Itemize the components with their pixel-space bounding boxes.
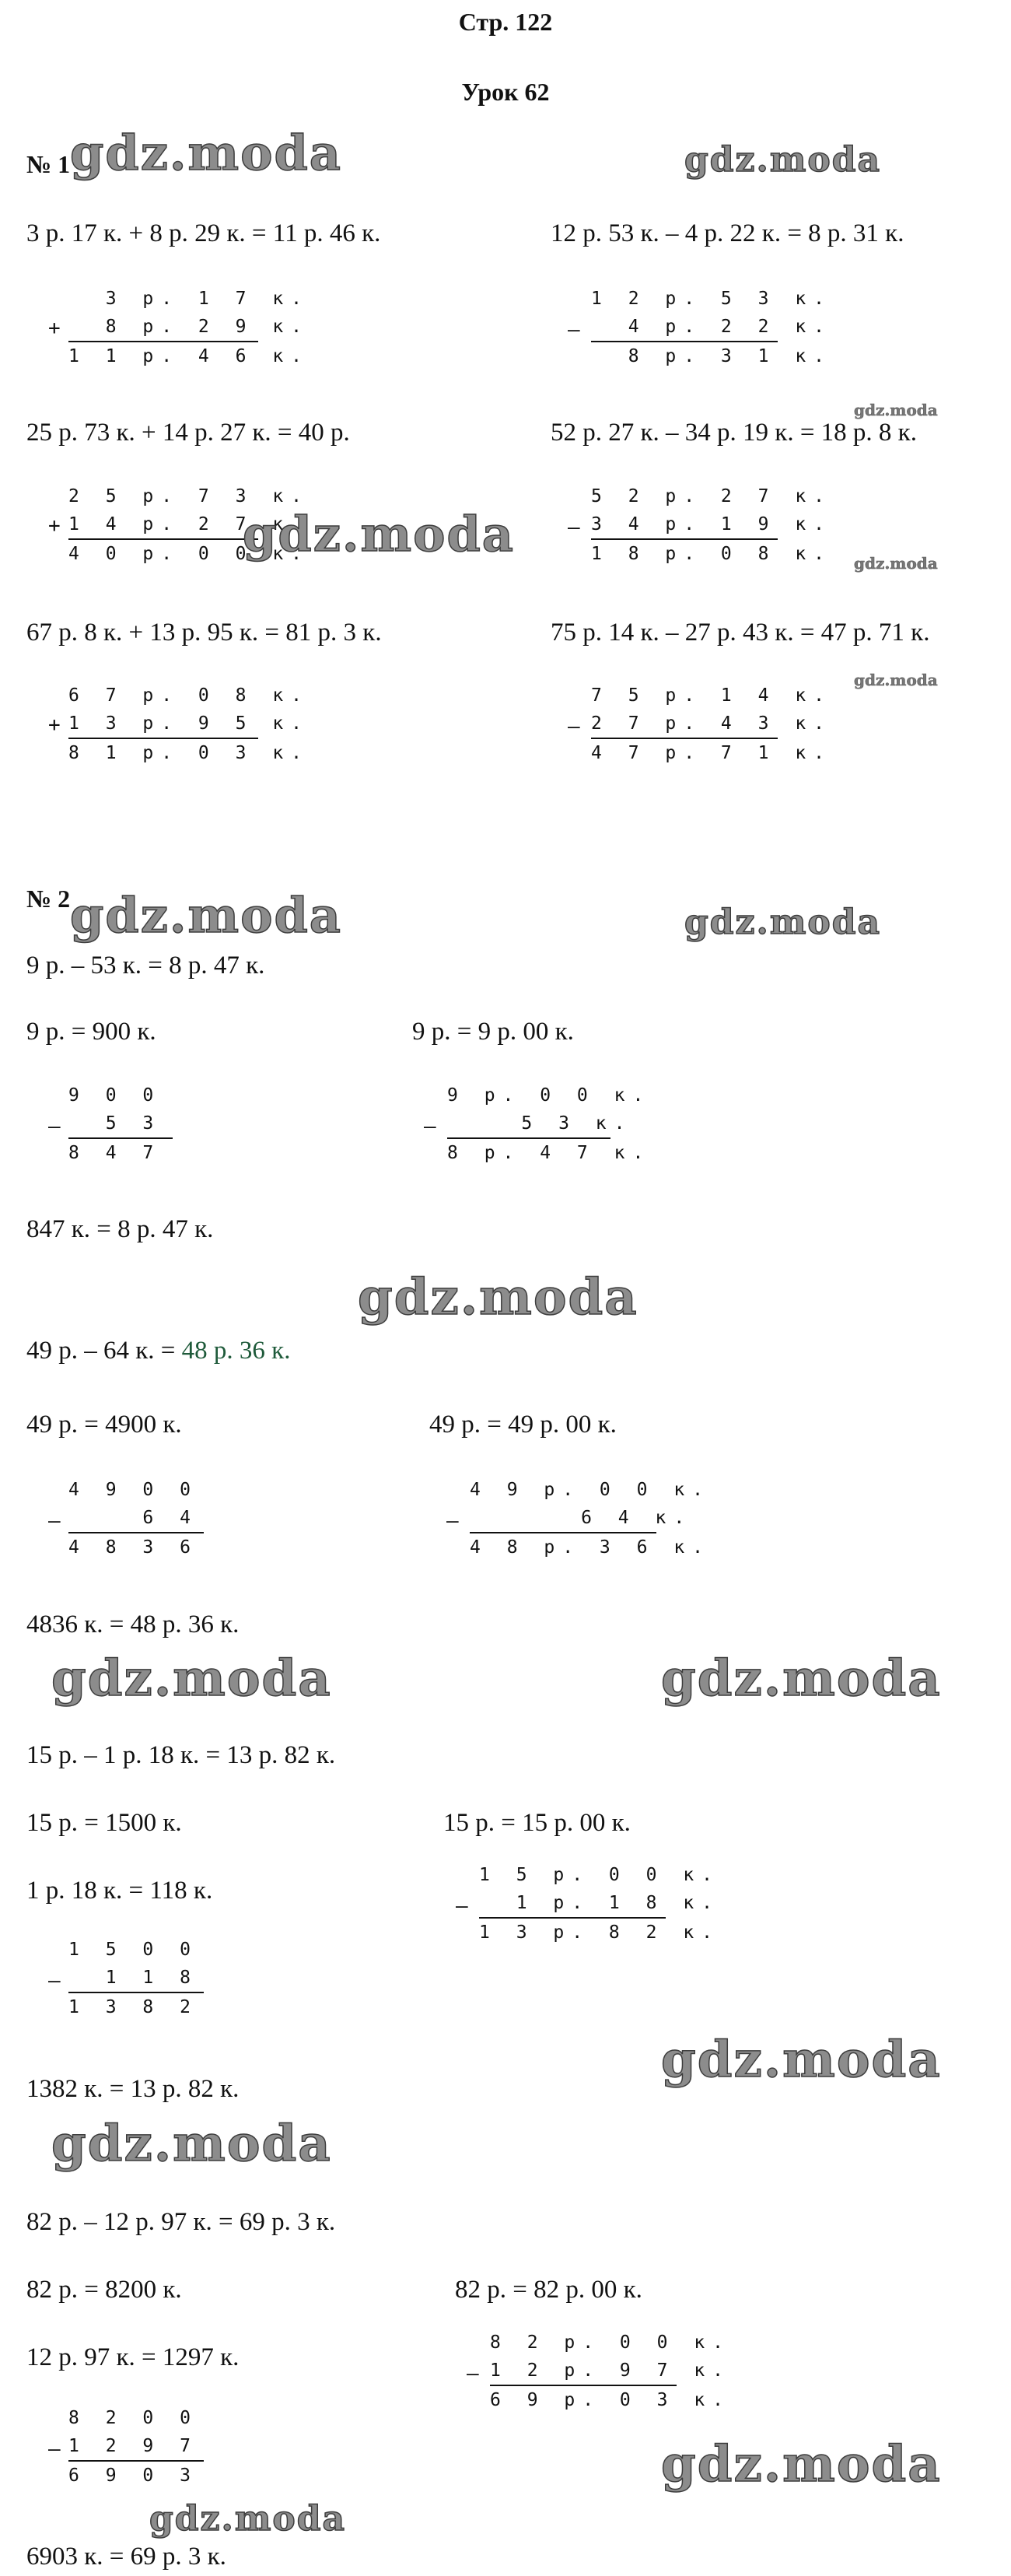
calc-line: 2 7 р. 4 3 к. bbox=[591, 713, 833, 734]
ex2d-conversion-left-2: 12 р. 97 к. = 1297 к. bbox=[26, 2343, 240, 2371]
calc-line: 6 9 0 3 bbox=[68, 2466, 198, 2486]
minus-sign: – bbox=[568, 516, 580, 539]
exercise-2-label: № 2 bbox=[26, 885, 71, 913]
calc-line: 8 р. 2 9 к. bbox=[68, 317, 310, 337]
plus-sign: + bbox=[48, 317, 61, 340]
watermark: gdz.moda bbox=[149, 2499, 347, 2539]
ex2c-conversion-right: 15 р. = 15 р. 00 к. bbox=[443, 1809, 631, 1837]
calc-line: 1 2 9 7 bbox=[68, 2436, 198, 2456]
calc-line: 8 2 0 0 bbox=[68, 2408, 198, 2428]
minus-sign: – bbox=[48, 1115, 61, 1138]
watermark: gdz.moda bbox=[70, 124, 342, 181]
ex1-r3-left-equation: 67 р. 8 к. + 13 р. 95 к. = 81 р. 3 к. bbox=[26, 619, 382, 647]
ex2a-equation: 9 р. – 53 к. = 8 р. 47 к. bbox=[26, 952, 265, 980]
calc-line: 1 3 р. 9 5 к. bbox=[68, 713, 310, 734]
minus-sign: – bbox=[456, 1894, 468, 1918]
calc-line: 8 р. 3 1 к. bbox=[591, 346, 833, 366]
calc-line: 3 4 р. 1 9 к. bbox=[591, 514, 833, 534]
watermark: gdz.moda bbox=[51, 2115, 332, 2173]
calc-line: 4 р. 2 2 к. bbox=[591, 317, 833, 337]
calc-line: 5 3 к. bbox=[447, 1113, 633, 1134]
ex2a-result: 847 к. = 8 р. 47 к. bbox=[26, 1215, 214, 1243]
ex1-r1-right-equation: 12 р. 53 к. – 4 р. 22 к. = 8 р. 31 к. bbox=[551, 219, 904, 247]
exercise-1-label: № 1 bbox=[26, 150, 71, 178]
calc-line: 1 1 8 bbox=[68, 1968, 198, 1988]
ex1-r2-right-equation: 52 р. 27 к. – 34 р. 19 к. = 18 р. 8 к. bbox=[551, 419, 917, 447]
equation-answer: 48 р. 36 к. bbox=[181, 1337, 291, 1365]
watermark: gdz.moda bbox=[684, 902, 882, 942]
minus-sign: – bbox=[48, 2438, 61, 2461]
calc-line: 9 0 0 bbox=[68, 1085, 162, 1106]
calc-line: 9 р. 0 0 к. bbox=[447, 1085, 652, 1106]
ex2c-equation: 15 р. – 1 р. 18 к. = 13 р. 82 к. bbox=[26, 1741, 336, 1769]
ex2c-result: 1382 к. = 13 р. 82 к. bbox=[26, 2075, 240, 2103]
calc-line: 6 9 р. 0 3 к. bbox=[490, 2390, 732, 2410]
calc-line: 5 2 р. 2 7 к. bbox=[591, 486, 833, 506]
ex1-r1-right-calc bbox=[568, 285, 833, 370]
minus-sign: – bbox=[568, 318, 580, 342]
ex2c-calc-right bbox=[456, 1861, 721, 1947]
ex2b-conversion-left: 49 р. = 4900 к. bbox=[26, 1411, 182, 1439]
ex2d-conversion-right: 82 р. = 82 р. 00 к. bbox=[455, 2276, 642, 2304]
minus-sign: – bbox=[48, 1509, 61, 1533]
ex1-r1-left-calc bbox=[48, 285, 310, 370]
calc-line: 7 5 р. 1 4 к. bbox=[591, 685, 833, 706]
calc-line: 1 3 8 2 bbox=[68, 1997, 198, 2017]
calc-line: 1 р. 1 8 к. bbox=[479, 1893, 721, 1913]
watermark: gdz.moda bbox=[661, 2435, 942, 2494]
calc-line: 1 5 р. 0 0 к. bbox=[479, 1865, 721, 1885]
minus-sign: – bbox=[568, 715, 580, 738]
ex1-r3-right-calc bbox=[568, 682, 833, 767]
watermark: gdz.moda bbox=[854, 554, 938, 573]
calc-line: 1 5 0 0 bbox=[68, 1940, 198, 1960]
minus-sign: – bbox=[424, 1115, 436, 1138]
ex2a-conversion-left: 9 р. = 900 к. bbox=[26, 1018, 156, 1046]
calc-line: 8 4 7 bbox=[68, 1143, 162, 1163]
minus-sign: – bbox=[467, 2362, 479, 2385]
minus-sign: – bbox=[48, 1969, 61, 1992]
ex2c-calc-left bbox=[48, 1936, 204, 2021]
plus-sign: + bbox=[48, 713, 61, 737]
ex2d-calc-left bbox=[48, 2404, 204, 2490]
ex2c-conversion-left: 15 р. = 1500 к. bbox=[26, 1809, 182, 1837]
ex1-r3-right-equation: 75 р. 14 к. – 27 р. 43 к. = 47 р. 71 к. bbox=[551, 619, 930, 647]
plus-sign: + bbox=[48, 514, 61, 538]
ex2b-calc-right bbox=[446, 1476, 712, 1561]
equation-text: 49 р. – 64 к. = bbox=[26, 1337, 182, 1365]
ex2c-conversion-left-2: 1 р. 18 к. = 118 к. bbox=[26, 1877, 213, 1905]
calc-line: 6 4 bbox=[68, 1508, 198, 1528]
ex2b-result: 4836 к. = 48 р. 36 к. bbox=[26, 1610, 240, 1638]
calc-line: 8 2 р. 0 0 к. bbox=[490, 2332, 732, 2353]
calc-line: 1 2 р. 9 7 к. bbox=[490, 2360, 732, 2381]
watermark: gdz.moda bbox=[661, 2031, 942, 2089]
ex1-r3-left-calc bbox=[48, 682, 310, 767]
ex1-r1-left-equation: 3 р. 17 к. + 8 р. 29 к. = 11 р. 46 к. bbox=[26, 219, 381, 247]
calc-line: 4 7 р. 7 1 к. bbox=[591, 743, 833, 763]
calc-line: 5 3 bbox=[68, 1113, 162, 1134]
ex2d-equation: 82 р. – 12 р. 97 к. = 69 р. 3 к. bbox=[26, 2208, 336, 2236]
minus-sign: – bbox=[446, 1509, 459, 1533]
calc-line: 4 9 р. 0 0 к. bbox=[470, 1480, 712, 1500]
watermark: gdz.moda bbox=[243, 506, 515, 563]
ex1-r2-right-calc bbox=[568, 482, 833, 568]
watermark: gdz.moda bbox=[854, 671, 938, 689]
ex2a-conversion-right: 9 р. = 9 р. 00 к. bbox=[412, 1018, 574, 1046]
lesson-title: Урок 62 bbox=[461, 78, 550, 106]
calc-line: 4 8 3 6 bbox=[68, 1537, 198, 1558]
watermark: gdz.moda bbox=[684, 140, 882, 180]
calc-line: 3 р. 1 7 к. bbox=[68, 289, 310, 309]
calc-line: 4 8 р. 3 6 к. bbox=[470, 1537, 712, 1558]
calc-line: 1 4 р. 2 7 к. bbox=[68, 514, 310, 534]
ex2a-calc-left bbox=[48, 1081, 173, 1167]
watermark: gdz.moda bbox=[854, 401, 938, 419]
ex2a-calc-right bbox=[424, 1081, 652, 1167]
watermark: gdz.moda bbox=[661, 1649, 942, 1708]
calc-line: 8 р. 4 7 к. bbox=[447, 1143, 652, 1163]
watermark: gdz.moda bbox=[358, 1268, 638, 1327]
watermark: gdz.moda bbox=[51, 1649, 332, 1708]
watermark: gdz.moda bbox=[70, 887, 342, 944]
calc-line: 2 5 р. 7 3 к. bbox=[68, 486, 310, 506]
calc-line: 4 0 р. 0 0 к. bbox=[68, 544, 310, 564]
calc-line: 8 1 р. 0 3 к. bbox=[68, 743, 310, 763]
page-number: Стр. 122 bbox=[458, 8, 553, 36]
ex2d-conversion-left: 82 р. = 8200 к. bbox=[26, 2276, 182, 2304]
calc-line: 1 8 р. 0 8 к. bbox=[591, 544, 833, 564]
calc-line: 4 9 0 0 bbox=[68, 1480, 198, 1500]
ex2b-calc-left bbox=[48, 1476, 204, 1561]
calc-line: 1 3 р. 8 2 к. bbox=[479, 1922, 721, 1943]
calc-line: 6 7 р. 0 8 к. bbox=[68, 685, 310, 706]
ex2d-calc-right bbox=[467, 2329, 732, 2414]
calc-line: 1 2 р. 5 3 к. bbox=[591, 289, 833, 309]
ex2d-result: 6903 к. = 69 р. 3 к. bbox=[26, 2543, 226, 2571]
calc-line: 1 1 р. 4 6 к. bbox=[68, 346, 310, 366]
ex1-r2-left-equation: 25 р. 73 к. + 14 р. 27 к. = 40 р. bbox=[26, 419, 350, 447]
ex1-r2-left-calc bbox=[48, 482, 310, 568]
calc-line: 6 4 к. bbox=[470, 1508, 693, 1528]
ex2b-conversion-right: 49 р. = 49 р. 00 к. bbox=[429, 1411, 617, 1439]
ex2b-equation bbox=[26, 1337, 290, 1365]
